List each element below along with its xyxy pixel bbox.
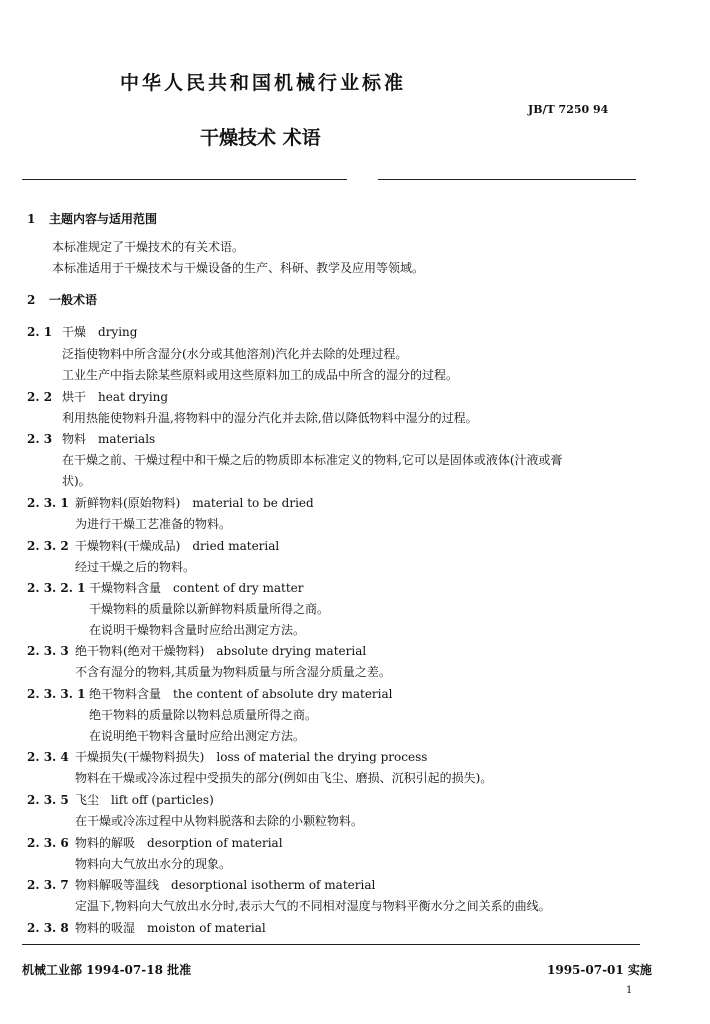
term-number: 2. 3. 2 [27,539,69,553]
definition: 泛指使物料中所含湿分(水分或其他溶剂)汽化并去除的处理过程。 [62,347,408,361]
term-entry [27,791,214,808]
definition: 干燥物料的质量除以新鲜物料质量所得之商。 [89,602,330,616]
definition: 在说明绝干物料含量时应给出测定方法。 [89,729,306,743]
term-chinese: 物料解吸等温线 [75,878,160,892]
document-title: 干燥技术 术语 [200,127,321,149]
definition: 状)。 [62,474,91,488]
definition: 物料在干燥或冷冻过程中受损失的部分(例如由飞尘、磨损、沉积引起的损失)。 [75,771,493,785]
section-title: 主题内容与适用范围 [49,212,158,226]
term-english: desorptional isotherm of material [171,878,376,892]
term-chinese: 干燥损失(干燥物料损失) [75,750,205,764]
term-english: drying [98,325,138,339]
term-entry [27,388,168,405]
section-title: 一般术语 [49,293,98,307]
term-english: materials [98,432,156,446]
term-english: desorption of material [147,836,283,850]
definition: 在说明干燥物料含量时应给出测定方法。 [89,623,306,637]
term-chinese: 绝干物料含量 [89,687,162,701]
paragraph: 本标准规定了干燥技术的有关术语。 [52,240,245,254]
section-number: 2 [27,293,36,307]
header-rule-left [22,179,347,180]
term-chinese: 物料的吸湿 [75,921,136,935]
term-english: moiston of material [147,921,266,935]
term-number: 2. 3. 8 [27,921,69,935]
term-entry [27,537,279,554]
term-number: 2. 3. 3 [27,644,69,658]
term-number: 2. 3. 1 [27,496,69,510]
definition: 不含有湿分的物料,其质量为物料质量与所含湿分质量之差。 [75,665,391,679]
term-number: 2. 1 [27,325,53,339]
issuing-organization: 中华人民共和国机械行业标准 [120,72,407,94]
term-entry [27,748,427,765]
approval-date: 机械工业部 1994-07-18 批准 [22,963,192,977]
term-chinese: 干燥物料(干燥成品) [75,539,181,553]
term-entry [27,494,314,511]
section-2-heading [27,291,97,308]
definition: 物料向大气放出水分的现象。 [75,857,232,871]
term-chinese: 物料的解吸 [75,836,136,850]
term-chinese: 物料 [62,432,87,446]
term-entry [27,323,137,340]
definition: 工业生产中指去除某些原料或用这些原料加工的成品中所含的湿分的过程。 [62,368,459,382]
term-entry [27,876,375,893]
term-number: 2. 3. 6 [27,836,69,850]
definition: 在干燥之前、干燥过程中和干燥之后的物质即本标准定义的物料,它可以是固体或液体(汁液或膏 [62,453,563,467]
term-english: the content of absolute dry material [173,687,393,701]
term-chinese: 飞尘 [75,793,100,807]
paragraph: 本标准适用于干燥技术与干燥设备的生产、科研、教学及应用等领域。 [52,261,425,275]
term-english: content of dry matter [173,581,304,595]
term-entry [27,685,392,702]
definition: 经过干燥之后的物料。 [75,560,196,574]
term-entry [27,919,266,936]
term-chinese: 干燥物料含量 [89,581,162,595]
standard-code: JB/T 7250 94 [528,103,609,116]
implementation-date: 1995-07-01 实施 [547,963,652,977]
term-chinese: 干燥 [62,325,87,339]
definition: 为进行干燥工艺准备的物料。 [75,517,232,531]
page-number: 1 [626,985,633,996]
term-english: heat drying [98,390,169,404]
definition: 在干燥或冷冻过程中从物料脱落和去除的小颗粒物料。 [75,814,364,828]
term-entry [27,834,283,851]
term-english: lift off (particles) [111,793,214,807]
term-chinese: 绝干物料(绝对干燥物料) [75,644,205,658]
footer-rule [22,944,640,945]
term-chinese: 新鲜物料(原始物料) [75,496,181,510]
term-english: absolute drying material [216,644,367,658]
header-rule-right [378,179,636,180]
term-number: 2. 2 [27,390,53,404]
definition: 利用热能使物料升温,将物料中的湿分汽化并去除,借以降低物料中湿分的过程。 [62,411,478,425]
term-english: dried material [192,539,280,553]
term-english: loss of material the drying process [216,750,428,764]
term-number: 2. 3. 4 [27,750,69,764]
term-entry [27,430,155,447]
term-number: 2. 3. 2. 1 [27,581,86,595]
definition: 定温下,物料向大气放出水分时,表示大气的不同相对湿度与物料平衡水分之间关系的曲线。 [75,899,551,913]
term-number: 2. 3. 5 [27,793,69,807]
term-number: 2. 3. 3. 1 [27,687,86,701]
section-1-heading [27,210,157,227]
term-entry [27,642,366,659]
term-number: 2. 3 [27,432,53,446]
term-number: 2. 3. 7 [27,878,69,892]
section-number: 1 [27,212,36,226]
term-entry [27,579,304,596]
term-chinese: 烘干 [62,390,87,404]
definition: 绝干物料的质量除以物料总质量所得之商。 [89,708,318,722]
term-english: material to be dried [192,496,314,510]
